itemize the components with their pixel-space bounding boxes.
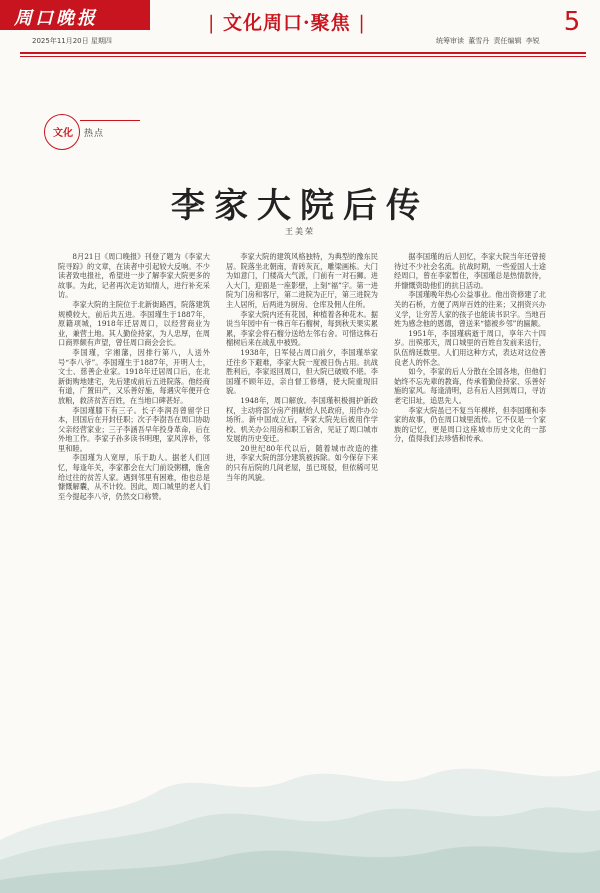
page-number: 5 [563, 7, 581, 37]
article-author: 王美荣 [285, 227, 315, 236]
paragraph: 据李国瑾的后人回忆，李家大院当年还曾接待过不少社会名流。抗战时期，一些爱国人士途经周口，曾在李家暂住，李国瑾总是热情款待，并慷慨资助他们的抗日活动。 [394, 252, 546, 290]
section-title [208, 8, 366, 35]
paragraph: 1938年，日军侵占周口前夕，李国瑾举家迁往乡下避难，李家大院一度被日伪占用。抗战胜利后，李家返回周口，但大院已破败不堪。李国瑾不顾年迈，亲自督工修缮，使大院重现旧貌。 [226, 347, 378, 396]
issue-date: 2025年11月20日 星期四 [32, 37, 112, 45]
paragraph: 李家大院的主院位于北新街路西，院落建筑规模较大，前后共五进。李国瑾生于1887年，原籍项城，1918年迁居周口，以经营商业为业，兼营土地。其人勤俭持家，为人忠厚，在周口商界颇有声望，曾任周口商会会长。 [58, 299, 210, 348]
section-divider-icon: | [358, 12, 366, 34]
newspaper-name: 周口晚报 [14, 8, 98, 29]
paragraph: 李国瑾为人宽厚，乐于助人。据老人们回忆，每逢年关，李家都会在大门前设粥棚，施舍给过往的贫苦人家。遇到邻里有困难，他也总是慷慨解囊，从不计较。因此，周口城里的老人们至今提起李八爷，仍然交口称赞。 [58, 453, 210, 501]
paragraph: 8月21日《周口晚报》刊登了题为《李家大院寻踪》的文章，在读者中引起较大反响。不少读者致电报社，希望进一步了解李家大院更多的故事。为此，记者再次走访知情人，进行补充采访。 [58, 252, 210, 300]
section-prefix: 文化周口 [223, 12, 304, 34]
paragraph: 1948年，周口解放。李国瑾积极拥护新政权，主动将部分房产捐献给人民政府，用作办公场所。新中国成立后，李家大院先后被用作学校、机关办公用房和职工宿舍，见证了周口城市发展的历史变迁。 [226, 395, 378, 444]
paragraph: 李国瑾晚年热心公益事业。他出资修建了北关的石桥，方便了两岸百姓的往来；又捐资兴办义学，让穷苦人家的孩子也能读书识字。当地百姓为感念他的恩德，曾送来“德被乡邻”的匾额。 [394, 290, 546, 329]
paragraph: 1951年，李国瑾病逝于周口，享年六十四岁。出殡那天，周口城里的百姓自发前来送行，队伍绵延数里。人们用这种方式，表达对这位善良老人的怀念。 [394, 328, 546, 367]
newspaper-logo [0, 0, 150, 30]
paragraph: 李家大院虽已不复当年模样，但李国瑾和李家的故事，仍在周口城里流传。它不仅是一个家族的记忆，更是周口这座城市历史文化的一部分，值得我们去珍惜和传承。 [394, 405, 546, 444]
section-suffix: 聚焦 [310, 12, 351, 34]
paragraph: 李家大院内还有花园，种植着各种花木。据说当年园中有一株百年石榴树，每到秋天果实累累，李家会将石榴分送给左邻右舍。可惜这株石榴树后来在战乱中被毁。 [226, 309, 378, 348]
column-emblem [44, 112, 156, 156]
paragraph: 李家大院的建筑风格独特，为典型的豫东民居。院落坐北朝南，青砖灰瓦，雕梁画栋。大门为如意门，门楼高大气派，门前有一对石狮。进入大门，迎面是一座影壁，上刻“福”字。第一进院为门房和客厅，第二进院为正厅，第三进院为主人居所，后两进为厨房、仓库及佣人住所。 [226, 252, 378, 309]
paragraph: 李国瑾，字湘藩，因排行第八，人送外号“李八爷”。李国瑾生于1887年，开明人士，文士、慈善企业家。1918年迁居周口后，在北新街购地建宅，先后建成前后五进院落。他经商有道，广置田产，又乐善好施，每遇灾年便开仓放粮，救济贫苦百姓，在当地口碑甚好。 [58, 347, 210, 405]
paragraph: 如今，李家的后人分散在全国各地，但他们始终不忘先辈的教诲，传承着勤俭持家、乐善好施的家风。每逢清明，总有后人回到周口，寻访老宅旧址，追思先人。 [394, 367, 546, 405]
section-divider-icon: | [208, 12, 216, 34]
emblem-circle-icon [44, 114, 80, 150]
article-column-2 [226, 252, 378, 864]
paragraph: 李国瑾膝下有三子。长子李润吾曾留学日本，回国后在开封任职；次子李澍吾在周口协助父亲经营家业；三子李涵吾早年投身革命，后在外地工作。李家子孙多读书明理，家风淳朴，邻里和睦。 [58, 405, 210, 453]
article-column-3 [394, 252, 546, 864]
paragraph: 20世纪80年代以后，随着城市改造的推进，李家大院的部分建筑被拆除。如今保存下来的只有后院的几间老屋，虽已斑驳，但依稀可见当年的风貌。 [226, 443, 378, 482]
masthead [0, 0, 600, 52]
editor-credits: 统筹审读 董雪丹 责任编辑 李锐 [436, 37, 540, 45]
header-rule-thin [20, 56, 586, 57]
emblem-circle-text: 文化 [53, 128, 73, 139]
article-column-1 [58, 252, 210, 864]
emblem-tag: 热点 [84, 126, 104, 139]
header-rule [20, 52, 586, 54]
dot-separator-icon: · [303, 12, 311, 34]
article-title: 李家大院后传 [171, 186, 429, 226]
article-body [58, 252, 546, 864]
